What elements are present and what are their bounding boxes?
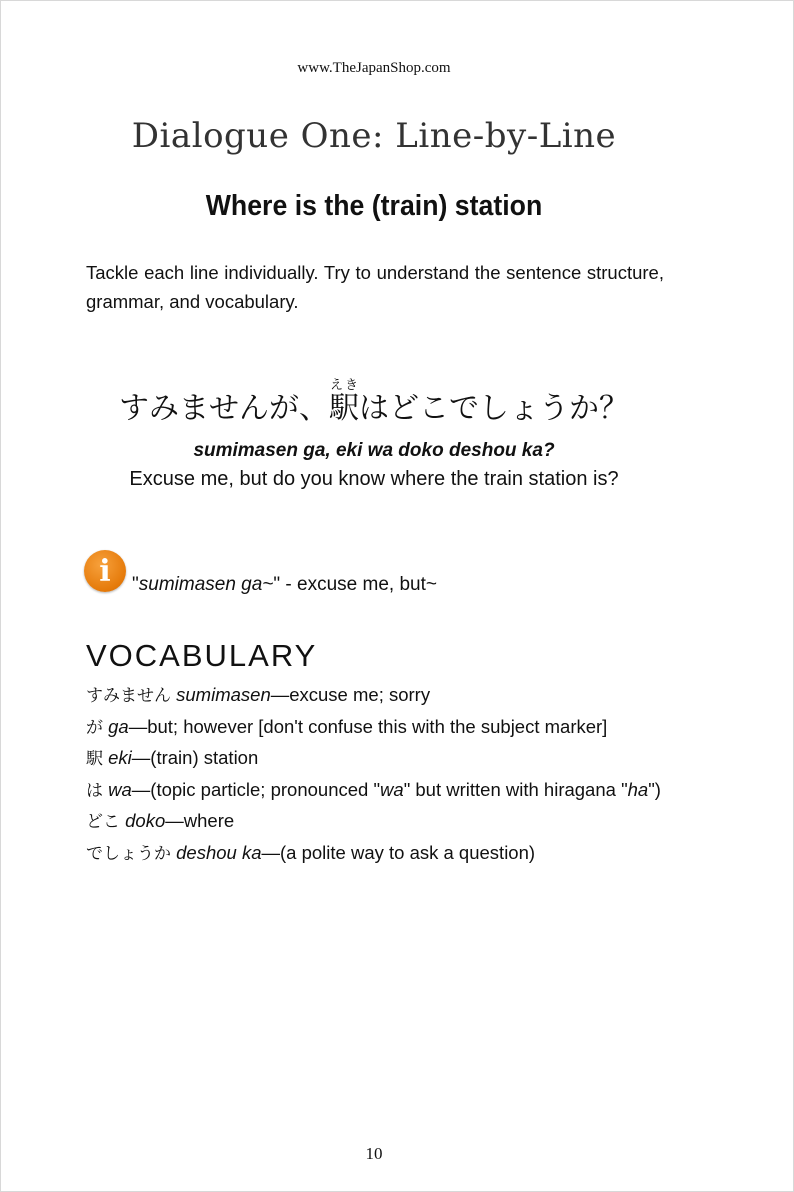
vocab-japanese: でしょうか bbox=[86, 843, 171, 864]
sentence-part-after: はどこでしょうか？ bbox=[359, 391, 629, 426]
vocab-japanese: すみません bbox=[86, 686, 171, 706]
note-text bbox=[132, 574, 437, 596]
vocab-meaning: —(topic particle; pronounced " bbox=[131, 778, 381, 800]
note-meaning: - excuse me, but~ bbox=[280, 574, 437, 595]
japanese-sentence bbox=[0, 378, 748, 439]
vocabulary-heading: VOCABULARY bbox=[86, 638, 318, 673]
vocab-japanese: どこ bbox=[86, 812, 120, 832]
note-term: sumimasen ga~ bbox=[138, 574, 274, 595]
info-icon bbox=[84, 550, 126, 592]
vocab-romaji: sumimasen bbox=[176, 684, 271, 705]
vocab-item bbox=[86, 775, 676, 807]
vocab-romaji: wa bbox=[108, 778, 132, 800]
vocab-extra-romaji: wa bbox=[380, 778, 404, 800]
vocab-meaning-mid: " but written with hiragana " bbox=[403, 778, 628, 800]
sentence-part-before: すみませんが、 bbox=[119, 391, 329, 426]
vocab-item bbox=[86, 838, 676, 870]
kanji-with-furigana bbox=[329, 378, 359, 426]
sentence-kanji: 駅 bbox=[329, 391, 359, 426]
sentence-romaji: sumimasen ga, eki wa doko deshou ka? bbox=[193, 440, 555, 461]
note-quote-close: " bbox=[273, 574, 281, 595]
page-number: 10 bbox=[365, 1144, 383, 1163]
vocab-romaji: ga bbox=[108, 715, 129, 737]
vocab-item bbox=[86, 712, 676, 744]
vocab-japanese: 駅 bbox=[86, 749, 103, 769]
furigana: えき bbox=[329, 378, 359, 393]
vocab-meaning: —(a polite way to ask a question) bbox=[261, 841, 536, 863]
note-quote-open: " bbox=[132, 574, 139, 595]
vocab-item bbox=[86, 680, 676, 712]
vocab-extra-romaji: ha bbox=[627, 778, 649, 800]
sentence-translation: Excuse me, but do you know where the train station is? bbox=[129, 468, 619, 490]
chapter-title: Dialogue One: Line-by-Line bbox=[131, 116, 617, 156]
vocab-item bbox=[86, 743, 676, 775]
vocab-romaji: eki bbox=[108, 747, 132, 768]
intro-paragraph: Tackle each line individually. Try to understand the sentence structure, grammar, and vocabulary. bbox=[86, 262, 664, 312]
info-icon-glyph: i bbox=[99, 553, 111, 589]
vocab-meaning: —but; however [don't confuse this with the subject marker] bbox=[128, 715, 608, 737]
vocab-meaning-end: ") bbox=[648, 778, 661, 800]
grammar-note bbox=[84, 550, 437, 595]
site-url: www.TheJapanShop.com bbox=[297, 60, 451, 76]
vocab-meaning: —excuse me; sorry bbox=[270, 684, 431, 705]
vocab-japanese: が bbox=[86, 717, 103, 738]
vocab-japanese: は bbox=[86, 780, 103, 801]
vocab-meaning: —(train) station bbox=[131, 747, 259, 768]
vocab-meaning: —where bbox=[165, 810, 235, 831]
section-heading: Where is the (train) station bbox=[205, 190, 543, 222]
vocab-romaji: deshou ka bbox=[176, 841, 262, 863]
vocabulary-list bbox=[86, 680, 676, 869]
vocab-romaji: doko bbox=[125, 810, 166, 831]
vocab-item bbox=[86, 806, 676, 838]
